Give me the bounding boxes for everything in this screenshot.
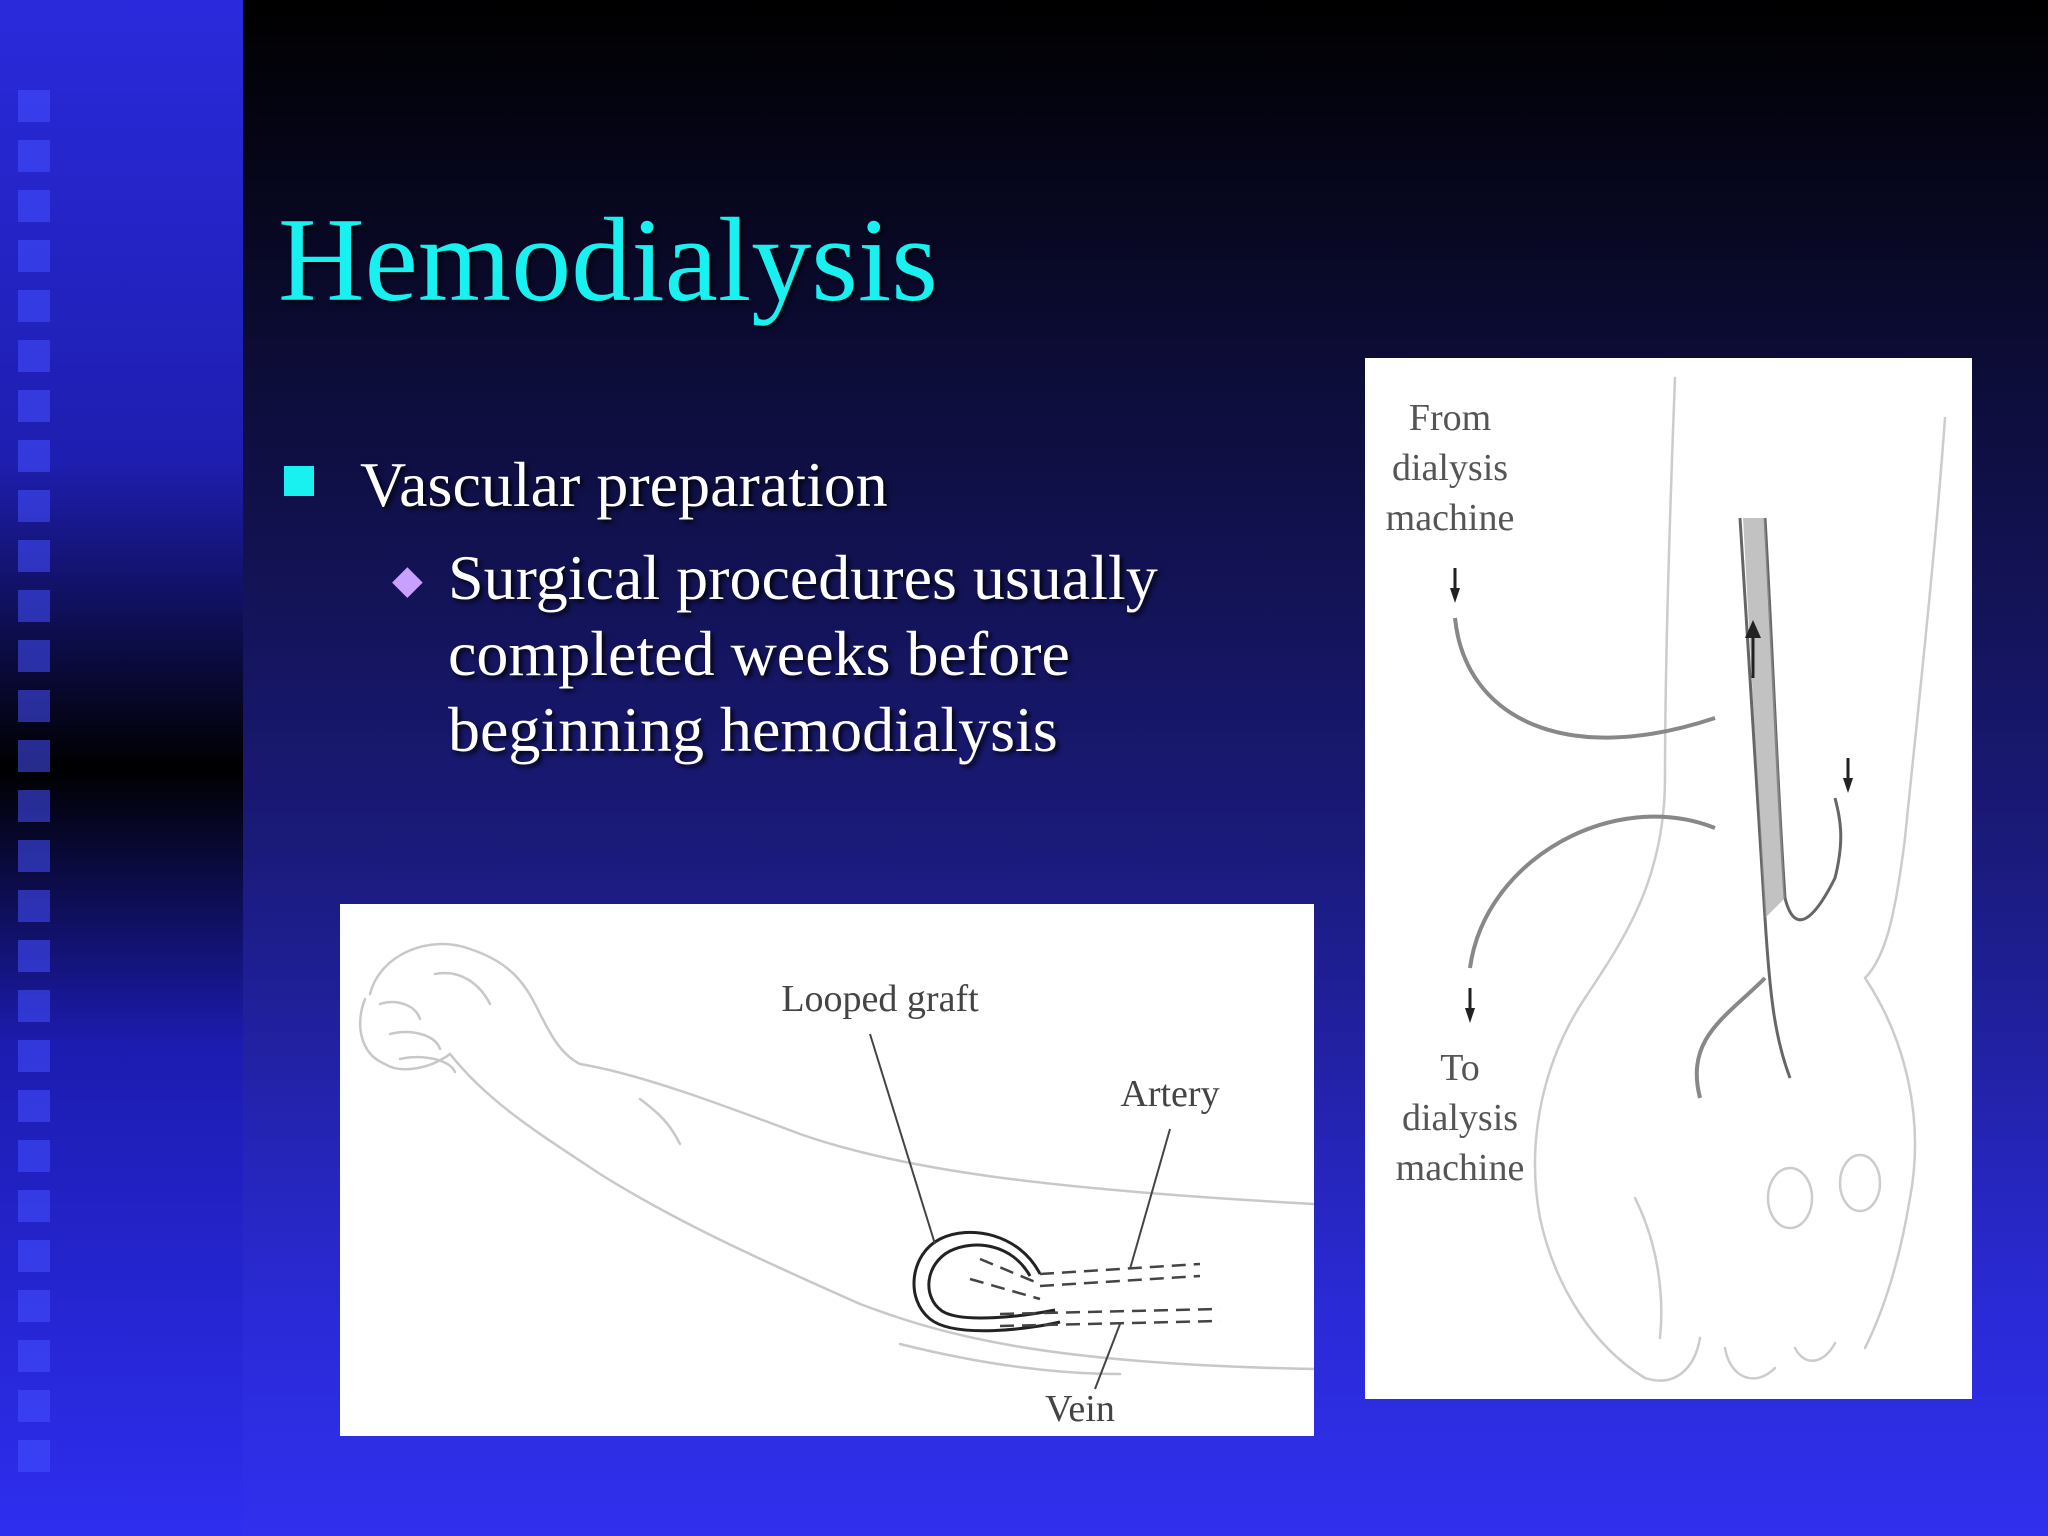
bullet-square-icon <box>284 466 314 496</box>
arm-graft-figure <box>340 904 1314 1436</box>
looped-graft-label: Looped graft <box>781 978 979 1020</box>
forearm-dialysis-figure <box>1365 358 1972 1399</box>
artery-label: Artery <box>1120 1073 1220 1115</box>
to-label-line-3: machine <box>1395 1147 1525 1189</box>
slide-title: Hemodialysis <box>278 193 938 326</box>
to-label-line-2: dialysis <box>1401 1097 1519 1139</box>
from-label-line-1: From <box>1408 397 1492 439</box>
from-label-line-3: machine <box>1385 497 1515 539</box>
to-machine-label <box>1385 1043 1535 1193</box>
bullet-diamond-icon: ◆ <box>392 557 423 602</box>
bullet-1-sub-1-text: Surgical procedures usually completed weeks before beginning hemodialysis <box>448 542 1158 765</box>
left-decor-strip <box>0 0 243 1536</box>
decor-squares <box>18 90 52 1470</box>
bullet-1-text: Vascular preparation <box>360 449 888 520</box>
from-machine-label <box>1375 393 1525 543</box>
from-label-line-2: dialysis <box>1391 447 1509 489</box>
to-label-line-1: To <box>1440 1047 1480 1089</box>
vein-label: Vein <box>1045 1388 1115 1430</box>
